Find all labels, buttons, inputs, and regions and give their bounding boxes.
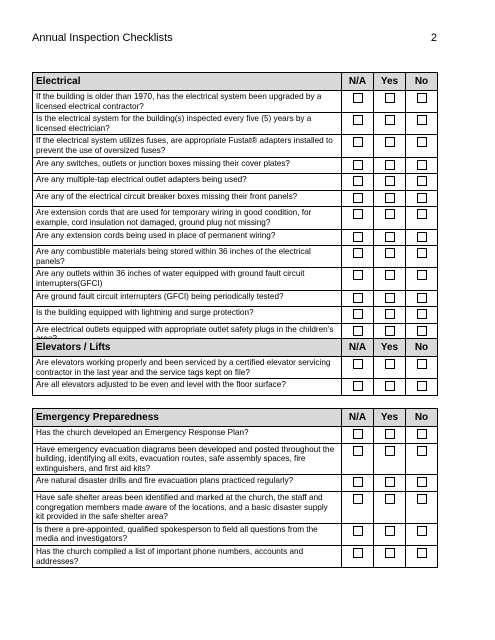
column-header-na: N/A (342, 339, 374, 357)
cell-na (342, 207, 374, 229)
checkbox-no[interactable] (417, 160, 427, 170)
cell-yes (374, 113, 406, 135)
checkbox-no[interactable] (417, 446, 427, 456)
cell-na (342, 357, 374, 379)
checklist-row (33, 491, 438, 523)
checkbox-na[interactable] (353, 248, 363, 258)
cell-yes (374, 190, 406, 207)
checkbox-yes[interactable] (385, 548, 395, 558)
section-title: Electrical (33, 73, 342, 91)
checkbox-no[interactable] (417, 293, 427, 303)
question-text: Are any combustible materials being stored within 36 inches of the electrical panels? (33, 246, 342, 268)
checklist-row (33, 157, 438, 174)
checkbox-na[interactable] (353, 446, 363, 456)
question-text: Are any switches, outlets or junction boxes missing their cover plates? (33, 157, 342, 174)
question-text: Have safe shelter areas been identified and marked at the church, the staff and congregation members made aware of the locations, and a basic disaster supply kit provided in the safe shelter area? (33, 491, 342, 523)
checkbox-yes[interactable] (385, 429, 395, 439)
cell-na (342, 268, 374, 290)
cell-no (406, 268, 438, 290)
cell-no (406, 427, 438, 444)
checklist-row (33, 207, 438, 229)
checklist-row (33, 91, 438, 113)
column-header-yes: Yes (374, 339, 406, 357)
checkbox-na[interactable] (353, 115, 363, 125)
cell-no (406, 207, 438, 229)
cell-na (342, 190, 374, 207)
cell-no (406, 443, 438, 475)
checkbox-no[interactable] (417, 494, 427, 504)
question-text: Are all elevators adjusted to be even and level with the floor surface? (33, 379, 342, 396)
checkbox-no[interactable] (417, 232, 427, 242)
checkbox-no[interactable] (417, 248, 427, 258)
cell-no (406, 229, 438, 246)
checkbox-na[interactable] (353, 176, 363, 186)
cell-na (342, 135, 374, 157)
checkbox-yes[interactable] (385, 232, 395, 242)
cell-no (406, 113, 438, 135)
column-header-na: N/A (342, 409, 374, 427)
cell-na (342, 491, 374, 523)
checkbox-yes[interactable] (385, 526, 395, 536)
cell-yes (374, 307, 406, 324)
checkbox-yes[interactable] (385, 160, 395, 170)
cell-yes (374, 379, 406, 396)
checkbox-na[interactable] (353, 93, 363, 103)
section-title: Emergency Preparedness (33, 409, 342, 427)
checklist-row (33, 545, 438, 567)
checkbox-yes[interactable] (385, 176, 395, 186)
cell-no (406, 290, 438, 307)
cell-na (342, 475, 374, 492)
question-text: Are any multiple-tap electrical outlet adapters being used? (33, 174, 342, 191)
cell-yes (374, 290, 406, 307)
cell-yes (374, 357, 406, 379)
checklist-row (33, 475, 438, 492)
cell-no (406, 379, 438, 396)
checklist-row (33, 229, 438, 246)
checkbox-na[interactable] (353, 494, 363, 504)
cell-no (406, 523, 438, 545)
checkbox-na[interactable] (353, 137, 363, 147)
checkbox-no[interactable] (417, 270, 427, 280)
checkbox-no[interactable] (417, 548, 427, 558)
cell-na (342, 229, 374, 246)
cell-na (342, 174, 374, 191)
checkbox-yes[interactable] (385, 137, 395, 147)
page-number: 2 (430, 32, 437, 44)
cell-na (342, 91, 374, 113)
question-text: Have emergency evacuation diagrams been developed and posted throughout the building, identifying all exits, evacuation routes, safe assembly spaces, fire extinguishers, and first aid kits? (33, 443, 342, 475)
checkbox-na[interactable] (353, 293, 363, 303)
checkbox-yes[interactable] (385, 446, 395, 456)
checkbox-na[interactable] (353, 309, 363, 319)
checkbox-yes[interactable] (385, 494, 395, 504)
column-header-yes: Yes (374, 409, 406, 427)
checkbox-na[interactable] (353, 548, 363, 558)
cell-yes (374, 174, 406, 191)
checkbox-yes[interactable] (385, 93, 395, 103)
checkbox-no[interactable] (417, 176, 427, 186)
cell-no (406, 246, 438, 268)
checklist-table (32, 408, 438, 568)
checkbox-yes[interactable] (385, 209, 395, 219)
checkbox-na[interactable] (353, 270, 363, 280)
column-header-no: No (406, 339, 438, 357)
cell-yes (374, 207, 406, 229)
question-text: Has the church compiled a list of important phone numbers, accounts and addresses? (33, 545, 342, 567)
cell-no (406, 357, 438, 379)
checkbox-no[interactable] (417, 359, 427, 369)
section-title: Elevators / Lifts (33, 339, 342, 357)
checkbox-no[interactable] (417, 309, 427, 319)
checkbox-na[interactable] (353, 209, 363, 219)
checklist-row (33, 427, 438, 444)
section-header-row (33, 73, 438, 91)
checkbox-yes[interactable] (385, 381, 395, 391)
checkbox-na[interactable] (353, 160, 363, 170)
document-title: Annual Inspection Checklists (32, 32, 173, 44)
question-text: Are elevators working properly and been serviced by a certified elevator servicing contractor in the last year and the service tags kept on file? (33, 357, 342, 379)
cell-na (342, 290, 374, 307)
checklist-row (33, 190, 438, 207)
checkbox-yes[interactable] (385, 359, 395, 369)
question-text: Is the building equipped with lightning and surge protection? (33, 307, 342, 324)
cell-yes (374, 427, 406, 444)
column-header-no: No (406, 73, 438, 91)
question-text: Are any extension cords being used in place of permanent wiring? (33, 229, 342, 246)
question-text: Are any outlets within 36 inches of water equipped with ground fault circuit interrupters(GFCI) (33, 268, 342, 290)
checkbox-no[interactable] (417, 381, 427, 391)
checklist-row (33, 443, 438, 475)
checklist-row (33, 307, 438, 324)
checkbox-na[interactable] (353, 326, 363, 336)
column-header-na: N/A (342, 73, 374, 91)
checklist-row (33, 379, 438, 396)
question-text: Are electrical outlets equipped with appropriate outlet safety plugs in the children’s (33, 323, 342, 345)
checkbox-na[interactable] (353, 526, 363, 536)
checkbox-yes[interactable] (385, 309, 395, 319)
cell-no (406, 174, 438, 191)
checkbox-no[interactable] (417, 209, 427, 219)
cell-yes (374, 229, 406, 246)
checkbox-na[interactable] (353, 477, 363, 487)
cell-no (406, 491, 438, 523)
cell-yes (374, 523, 406, 545)
cell-no (406, 135, 438, 157)
checkbox-no[interactable] (417, 93, 427, 103)
checklist-row (33, 357, 438, 379)
cell-yes (374, 268, 406, 290)
column-header-no: No (406, 409, 438, 427)
checklist-table (32, 338, 438, 396)
cell-yes (374, 443, 406, 475)
cell-na (342, 379, 374, 396)
question-text: Are any of the electrical circuit breaker boxes missing their front panels? (33, 190, 342, 207)
checklist-row (33, 113, 438, 135)
section-header-row (33, 339, 438, 357)
checklist-row (33, 174, 438, 191)
checkbox-no[interactable] (417, 429, 427, 439)
checkbox-na[interactable] (353, 232, 363, 242)
cell-yes (374, 91, 406, 113)
section-header-row (33, 409, 438, 427)
question-text: Are extension cords that are used for temporary wiring in good condition, for example, cord insulation not damaged, ground plug not missing? (33, 207, 342, 229)
checkbox-no[interactable] (417, 526, 427, 536)
checkbox-no[interactable] (417, 326, 427, 336)
cell-no (406, 190, 438, 207)
cell-na (342, 246, 374, 268)
cell-no (406, 307, 438, 324)
cell-yes (374, 135, 406, 157)
checkbox-no[interactable] (417, 115, 427, 125)
cell-na (342, 523, 374, 545)
question-text: Is the electrical system for the building(s) inspected every five (5) years by a licensed electrician? (33, 113, 342, 135)
question-text: Are natural disaster drills and fire evacuation plans practiced regularly? (33, 475, 342, 492)
checkbox-yes[interactable] (385, 270, 395, 280)
checkbox-yes[interactable] (385, 248, 395, 258)
cell-yes (374, 246, 406, 268)
checkbox-no[interactable] (417, 193, 427, 203)
checklist-row (33, 246, 438, 268)
cell-na (342, 157, 374, 174)
cell-yes (374, 157, 406, 174)
cell-no (406, 475, 438, 492)
checkbox-na[interactable] (353, 381, 363, 391)
cell-no (406, 545, 438, 567)
checklist-table (32, 72, 438, 346)
cell-yes (374, 545, 406, 567)
checkbox-yes[interactable] (385, 115, 395, 125)
column-header-yes: Yes (374, 73, 406, 91)
checklist-row (33, 268, 438, 290)
question-text: Has the church developed an Emergency Response Plan? (33, 427, 342, 444)
checklist-row (33, 290, 438, 307)
checkbox-na[interactable] (353, 359, 363, 369)
checkbox-na[interactable] (353, 429, 363, 439)
checkbox-yes[interactable] (385, 326, 395, 336)
checkbox-yes[interactable] (385, 293, 395, 303)
cell-na (342, 545, 374, 567)
cell-na (342, 307, 374, 324)
checkbox-no[interactable] (417, 137, 427, 147)
cell-na (342, 427, 374, 444)
checkbox-yes[interactable] (385, 477, 395, 487)
cell-yes (374, 491, 406, 523)
cell-na (342, 113, 374, 135)
question-text: Is there a pre-appointed, qualified spokesperson to field all questions from the media and investigators? (33, 523, 342, 545)
cell-no (406, 91, 438, 113)
question-text: If the building is older than 1970, has the electrical system been upgraded by a licensed electrical contractor? (33, 91, 342, 113)
checkbox-na[interactable] (353, 193, 363, 203)
cell-yes (374, 475, 406, 492)
page-header (32, 32, 437, 44)
cell-no (406, 157, 438, 174)
checkbox-yes[interactable] (385, 193, 395, 203)
checklist-row (33, 135, 438, 157)
checklist-row (33, 523, 438, 545)
checkbox-no[interactable] (417, 477, 427, 487)
question-text: If the electrical system utilizes fuses, are appropriate Fustat® adapters installed to prevent the use of oversized fuses? (33, 135, 342, 157)
question-text: Are ground fault circuit interrupters (GFCI) being periodically tested? (33, 290, 342, 307)
cell-na (342, 443, 374, 475)
